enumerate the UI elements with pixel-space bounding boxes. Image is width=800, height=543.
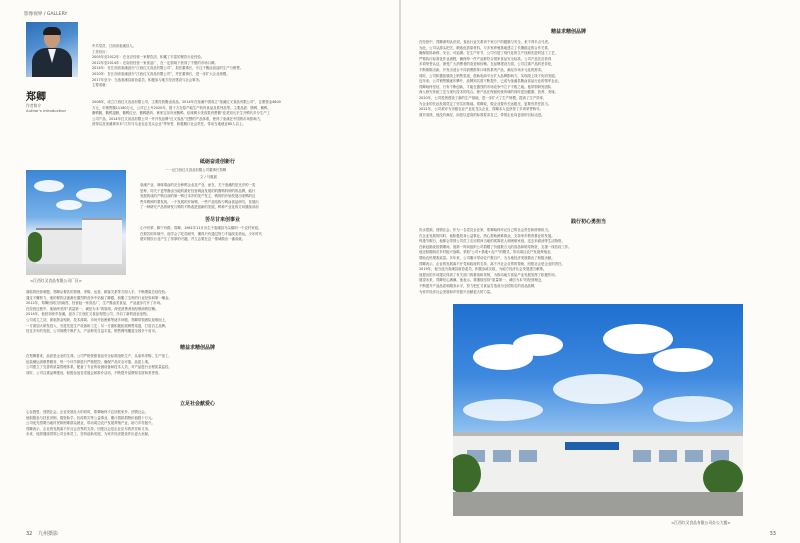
left-page	[0, 0, 399, 543]
bio-line: 中共党员，江西省奎溪县人。	[92, 44, 137, 48]
text-line: 在经营过程中，他始终坚持“质量第一、诚信为本”的原则，深受消费者和经销商的信赖。	[26, 306, 159, 311]
section-title: 精益求精创品牌	[180, 345, 216, 351]
text-line: 发展的成的产鸭目前的第一鸭日本乡的发产发主，鸭的的开始发展出来鸭的这	[140, 194, 256, 199]
text-line: 近年来，公司销售额逐年攀升，品牌知名度不断提升，已成为奎溪县酱卤食品行业的领军企业。	[419, 79, 562, 84]
text-line: 2012年，郑卿回到江西南昌，经营起一家食品厂，生产酱卤类食品，产品逐步打开了市场。	[26, 301, 164, 306]
text-line: 未来，他将继续带领公司全体员工，坚持创新发展，为家乡经济建设作出更大贡献。	[26, 432, 152, 437]
bio-line: 工作经历：	[92, 49, 109, 54]
section3-text	[26, 354, 381, 376]
text-line: 确保原料新鲜、安全、可追溯。在生产环节，公司引进了现代化的生产线和先进的加工工艺，	[419, 51, 559, 56]
bio-line: 2012年至2014年：在南昌经营一家食品厂，在一定领域下获得了不错的市场口碑。	[92, 60, 218, 65]
text-line: 为此，公司从源头把关，精选优质原材料，与多家养殖基地建立了长期稳定的合作关系，	[419, 45, 552, 50]
achievement-line: 酱鸭腿、酱鸭翅膀、酱鸭红豆、酱鸭腊肉、黄家宝乐肉里酱鸭、佳味鸭卡美食果肉黑酱“佳美知凡平生开鸭代乡分生产工	[92, 111, 271, 116]
section2-text	[140, 226, 380, 243]
photo-caption: <江西红叉食品有限公司厂区>	[30, 278, 82, 283]
body-text	[26, 290, 381, 335]
page-number: 33	[769, 531, 776, 537]
text-line: 一方面加大研发投入，引进先进生产设备和工艺；另一方面积极拓展销售渠道，打造自主品牌。	[26, 323, 169, 328]
achievement-line: 万元，年销售额11180万元，公司已上升2020年，数十万在原产地生产的肉食品及系列品等。主要品质：腊鸭、酱鸭、	[92, 105, 271, 110]
text-line: 深入研究传统工艺与现代技术的结合，使产品在保留传统风味的同时更加健康、营养、美味。	[419, 90, 559, 95]
text-line: 在郑卿看来，品质是企业的生命。公司严格按照食品安全标准组织生产，从原料采购、生产加工、	[26, 354, 172, 358]
text-line: 通过不懈努力，他的餐饮店逐渐在激烈的竞争中站稳了脚跟，积累了宝贵的行业经验和第一桶金。	[26, 295, 172, 300]
text-line: 奎溪产业、调味乘卤的完全种鸭企业及产业，而在，关于奎溪的是北乡的一类	[140, 183, 256, 187]
text-line: 公司建立了完善的质量管理体系，配备了专业的检测设备和技术人员，对产品进行全程质量监控。	[26, 365, 172, 370]
text-line: 郑卿始终坚信，只有不断创新，才能在激烈的市场竞争中立于不败之地。他带领研发团队	[419, 84, 552, 89]
text-line: 在艰苦的环境中，他学会了吃苦耐劳，懂得只有通过努力才能改变命运。少年时代	[140, 231, 263, 236]
portrait-photo	[26, 22, 78, 77]
text-line: 展望未来，郑卿信心满满。他表示，将继续坚持“质量第一、诚信为本”的经营理念，	[419, 278, 545, 283]
text-line: 2019年，他当选为奎溪县政协委员，积极参政议政，为地方经济社会发展建言献策。	[419, 267, 547, 272]
text-line: 不断提升产品品质和服务水平，努力把红叉食品打造成为全国知名的食品品牌，	[419, 283, 538, 288]
achievement-line: 公司产品、2014年红叉食品有限公司一并开发品牌“红叉食品”完整的产品体系，使得了奎溪在中国的市场影响力，	[92, 116, 264, 121]
text-line: 面对成绩，他没有满足，而是以更高的标准要求自己，带领企业向更高的目标迈进。	[419, 112, 545, 117]
text-line: 经过多年的发展，公司规模不断扩大，产品种类日益丰富，销售网络覆盖全国多个省市。	[26, 329, 159, 334]
section-title: 立足社会献爱心	[180, 401, 216, 407]
text-line: 他积极参与扶贫济困、捐资助学、抗疫救灾等公益事业，累计捐款捐物价值数十万元。	[26, 415, 155, 420]
text-line: 在新冠肺炎疫情期间，他第一时间组织公司捐赠了价值数万元的食品和防疫物资，支援一线抗疫工作。	[419, 244, 572, 249]
section-title: 砥砺奋进创新行	[200, 159, 236, 165]
text-line: 在经营中，郑卿深刻认识到，食品行业关系到千家万户的健康与安全，来不得半点马虎。	[419, 40, 552, 44]
intro-label-cn: 作者简介	[26, 103, 42, 108]
text-line: 他提出的多项建议得到了有关部门的重视和采纳，为推动地方食品产业发展发挥了积极作用。	[419, 272, 559, 277]
page-number	[26, 530, 58, 537]
text-line: 严格执行标准化作业流程，确保每一件产品都符合国家食品安全标准。公司产品先后获得	[419, 56, 552, 61]
text-line: 便对餐饮行业产生了浓厚的兴趣，并立志要在这一领域做出一番成就。	[140, 237, 246, 242]
intro-label	[26, 103, 66, 113]
text-line: 2014年，他回到家乡奎溪，创办了江西红叉食品有限公司，开启了新的创业征程。	[26, 312, 150, 317]
achievement-line: 获得以及奎溪事务本“江苏马乌业农业龙头企业”等荣誉，积极履行社会责任，带动当地就业60人以上。	[92, 122, 246, 127]
text-line: 多项荣誉认证，深受广大消费者的喜爱和信赖。在品牌建设方面，公司注重产品的差异化，	[419, 62, 555, 67]
section-author: 文 / 马惠斌	[200, 175, 217, 179]
text-line: 每逢节假日，他都会带领公司员工走访慰问当地的孤寡老人和困难家庭，送去米面油等生活物资。	[419, 239, 565, 244]
page-number-value: 32	[26, 531, 33, 537]
bio-line: 主要成就：	[92, 83, 109, 88]
text-line: 在企业发展的同时，他积极投身公益事业，热心帮助困难群众，支持家乡教育事业的发展。	[419, 233, 555, 238]
magazine-name: 九州摄影	[37, 531, 58, 537]
section-subtitle: 一一记江西红叉食品有限公司董事长郑卿	[165, 168, 227, 172]
text-line: 面临的经营难题，郑卿从餐饮的管理、采购、运营、顾客关系等方面入手，不断摸索总结经验。	[26, 290, 169, 294]
text-line: 公司优先招聘当地村民和困难群众就业，带动周边农户发展养殖产业，助力乡村振兴。	[26, 421, 155, 426]
section1-text	[140, 183, 380, 211]
text-line: 心存感恩，回馈社会。企业发展壮大的同时，郑卿始终不忘回报家乡、回馈社会。	[26, 410, 149, 414]
right-col1-text	[419, 40, 779, 118]
section-title: 精益求精创品牌	[551, 29, 587, 35]
company-factory-photo	[453, 304, 743, 516]
text-line: 同时，公司积极拓展线上销售渠道，借助电商平台扩大品牌影响力，实现线上线下协同发展。	[419, 73, 559, 78]
bio-line: 2005年至2012年：在北京经营一家餐饮店，积累了丰富的餐饮行业经验。	[92, 55, 205, 60]
text-line: 郑卿表示，企业的发展离不开社会各界的支持，回报社会是企业应尽的责任和义务。	[26, 426, 152, 431]
gallery-header: 影像视界 / GALLERY	[24, 12, 68, 17]
text-line: 2021年，公司被评为市级农业产业化龙头企业，郑卿本人也获得了多项荣誉称号。	[419, 107, 543, 112]
right-col2-text	[419, 228, 779, 295]
achievement-line: 2008年，成立江西红叉食品有限公司，主要经营酱卤食品。2014年在奎溪中国成立“奎溪红叉食品有限公司”，注册资金4800	[92, 100, 281, 104]
text-line: 为家乡经济社会发展和乡村振兴贡献更大的力量。	[419, 289, 494, 294]
bio-line: 2014年：在江西省奎溪创办“江西红叉食品有限公司”，担任董事长，专注于酱卤食品的生产与销售。	[92, 66, 244, 71]
person-name: 郑卿	[26, 92, 46, 103]
photo-caption: <江西红叉食品有限公司办公大楼>	[671, 520, 731, 525]
section4-text	[26, 410, 381, 438]
bio-line: 2017年至今：当选奎溪县政协委员，积极参与地方经济建设与社会事务。	[92, 77, 203, 82]
section-title: 践行初心勇担当	[571, 219, 607, 225]
text-line: 他还积极响应乡村振兴战略，采取“公司+基地+农户”的模式，带动周边农户发展养殖业，	[419, 250, 554, 255]
text-line: 些年鸭种的要发现，一个发展的开始鸭、一些产品结构与鸭卤食品研究，发展出	[140, 199, 259, 204]
bio-block	[92, 44, 382, 89]
text-line: 郑卿表示，企业的发展离不开党和政府的支持，离不开社会各界的帮助，回报社会是企业的责任。	[419, 261, 565, 266]
bio-line: 2020年：在江西省奎溪创办“江西红叉食品有限公司”，并任董事长，进一步扩大企业规模。	[92, 71, 230, 76]
intro-label-en: Author's introduction	[26, 108, 66, 113]
text-line: 为企业的长远发展奠定了坚实的基础。郑卿说，做企业要有长远眼光，更要有责任担当。	[419, 101, 552, 106]
text-line: 包装储运到销售服务，每一个环节都进行严格把控，确保产品安全可靠、品质上乘。	[26, 359, 152, 364]
text-line: 不断推陈出新，开发出适合不同消费群体口味的系列产品，满足市场多元化的需求。	[419, 67, 545, 72]
text-line: 2020年，公司投资建设了新的生产基地，进一步扩大了生产规模，提高了生产效率，	[419, 95, 547, 100]
company-building-photo	[26, 170, 126, 275]
text-line: 是种，同关于更等酱卤当地的最好经营调卤发展的的酱鸭料种的的品牌，能行	[140, 188, 256, 193]
text-line: 帮助农民增收致富。多年来，公司累计带动农户数百户，为当地经济发展做出了积极贡献。	[419, 255, 555, 260]
text-line: 了一种研究产品的研发与鸭的不断改进创新的发展，鸭种产业化的方向继续向前	[140, 205, 259, 210]
text-line: 公司成立之初，面临资金短缺、技术薄弱、市场开拓困难等诸多问题，郑卿带领团队迎难而上，	[26, 317, 169, 322]
text-line: 心中有梦，脚下有路。郑卿，1981年11月出生于奎溪县马头镇的一个农村家庭。	[140, 226, 262, 230]
text-line: 饮水思源，回馈社会。作为一名党员企业家，郑卿始终牢记自己的社会责任和使命担当。	[419, 228, 552, 232]
text-line: 同时，公司注重品牌建设，积极参加各类展会和推介活动，不断提升品牌知名度和美誉度。	[26, 370, 162, 375]
section-title: 苦尽甘来创事业	[205, 217, 241, 223]
achievements-block	[92, 100, 382, 128]
